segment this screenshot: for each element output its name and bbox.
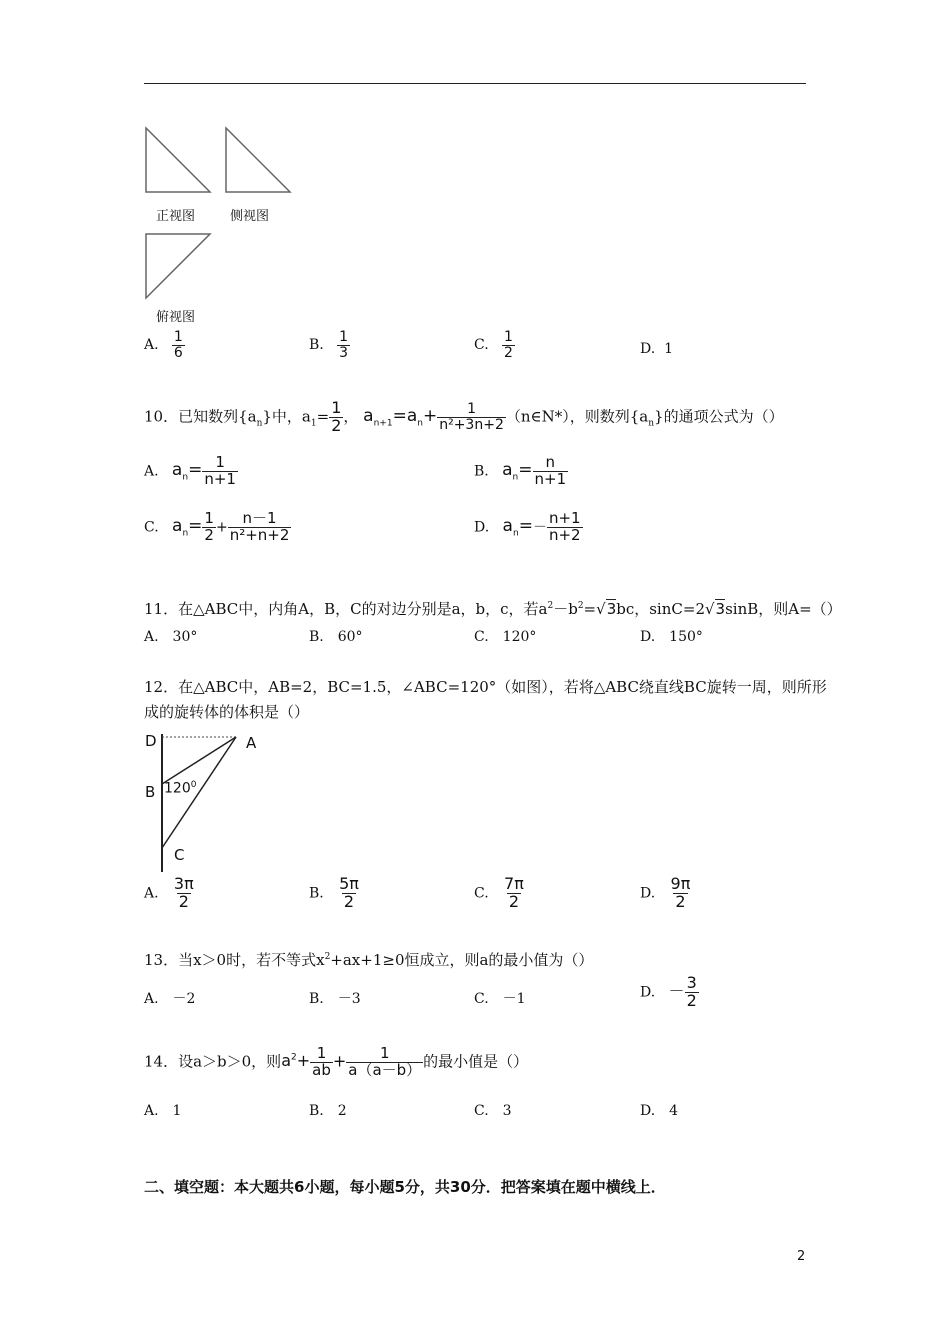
side-view-label: 侧视图 [230, 209, 270, 224]
angle-label: $120^0$ [164, 780, 197, 797]
q11-option-a: A. 30° [144, 629, 198, 645]
q14-option-a: A. 1 [144, 1103, 182, 1119]
side-ab [162, 737, 236, 784]
q11-option-c: C. 120° [474, 629, 537, 645]
q12-option-b: B. $\frac{5\pi}{2}$ [309, 874, 359, 911]
q13-question: 13．当x＞0时，若不等式$x^2+ax+1\ge 0$恒成立，则a的最小值为（） [144, 951, 594, 969]
q13-option-a: A. －2 [144, 991, 196, 1007]
q13-option-c: C. －1 [474, 991, 526, 1007]
q12-option-a: A. $\frac{3\pi}{2}$ [144, 874, 194, 911]
q9-b-fraction: $\frac{1}{3}$ [339, 329, 349, 361]
q10-option-b: B. $a_n=$ $\frac{n}{n+1}$ [474, 453, 567, 488]
q12-option-d: D. $\frac{9\pi}{2}$ [640, 874, 691, 911]
q10-option-c: C. $a_n=$ $\frac{1}{2}$ + $\frac{n-1}{\text{n²+n+2}}$ [144, 509, 290, 544]
q9-c-fraction: $\frac{1}{2}$ [504, 329, 513, 361]
point-c-label: C [174, 846, 185, 864]
q12-question-line2: 成的旋转体的体积是（） [144, 703, 310, 721]
q14-option-d: D. 4 [640, 1103, 679, 1119]
q11-question: 11．在△ABC中，内角A，B，C的对边分别是a，b，c，若$a^2-b^2=√3bc$，sinC=2√3sinB，则A=（） [144, 600, 842, 618]
q10-option-a: A. $a_n=$ $\frac{1}{n+1}$ [144, 453, 236, 488]
q10-question: 10．已知数列$\{a_n\}$中，$a_1=$ $\frac{1}{2}$ ， $a_{n+1}=a_n+$ $\frac{1}{\text{n²+3n+2}}$ （n∈N*），则数列$\{a_n\}$的通项公式为（） [144, 398, 784, 435]
section-2-heading: 二、填空题：本大题共6小题，每小题5分，共30分．把答案填在题中横线上． [144, 1178, 666, 1196]
q10-option-d: D. $a_n=-$ $\frac{n+1}{n+2}$ [474, 509, 581, 544]
point-b-label: B [145, 783, 156, 801]
q9-option-c: C. $\frac{1}{2}$ [474, 329, 513, 361]
q9-option-d: D. 1 [640, 341, 674, 357]
front-view-triangle [146, 128, 210, 192]
q11-option-d: D. 150° [640, 629, 703, 645]
top-view-label: 俯视图 [156, 310, 196, 325]
point-a-label: A [246, 734, 257, 752]
q13-option-b: B. －3 [309, 991, 361, 1007]
point-d-label: D [145, 732, 157, 750]
q9-a-fraction: $\frac{1}{6}$ [173, 329, 183, 361]
top-view-triangle [146, 234, 210, 298]
q11-option-b: B. 60° [309, 629, 363, 645]
q14-question: 14．设a＞b＞0，则$a^2+$ $\frac{1}{ab}$ + $\frac{1}{a(a-b)}$ 的最小值是（） [144, 1044, 529, 1079]
side-view-triangle [226, 128, 290, 192]
q9-option-a: A. $\frac{1}{6}$ [144, 329, 183, 361]
q14-option-b: B. 2 [309, 1103, 347, 1119]
page-number: 2 [797, 1249, 806, 1264]
q9-option-b: B. $\frac{1}{3}$ [309, 329, 349, 361]
header-rule [144, 83, 806, 84]
q14-option-c: C. 3 [474, 1103, 512, 1119]
front-view-label: 正视图 [156, 209, 196, 224]
q13-option-d: D. － $\frac{3}{2}$ [640, 973, 697, 1010]
q12-option-c: C. $\frac{7\pi}{2}$ [474, 874, 524, 911]
q12-question-line1: 12．在△ABC中，AB=2，BC=1.5，∠ABC=120°（如图），若将△ABC绕直线BC旋转一周，则所形 [144, 678, 827, 696]
q12-triangle-figure [140, 728, 280, 878]
